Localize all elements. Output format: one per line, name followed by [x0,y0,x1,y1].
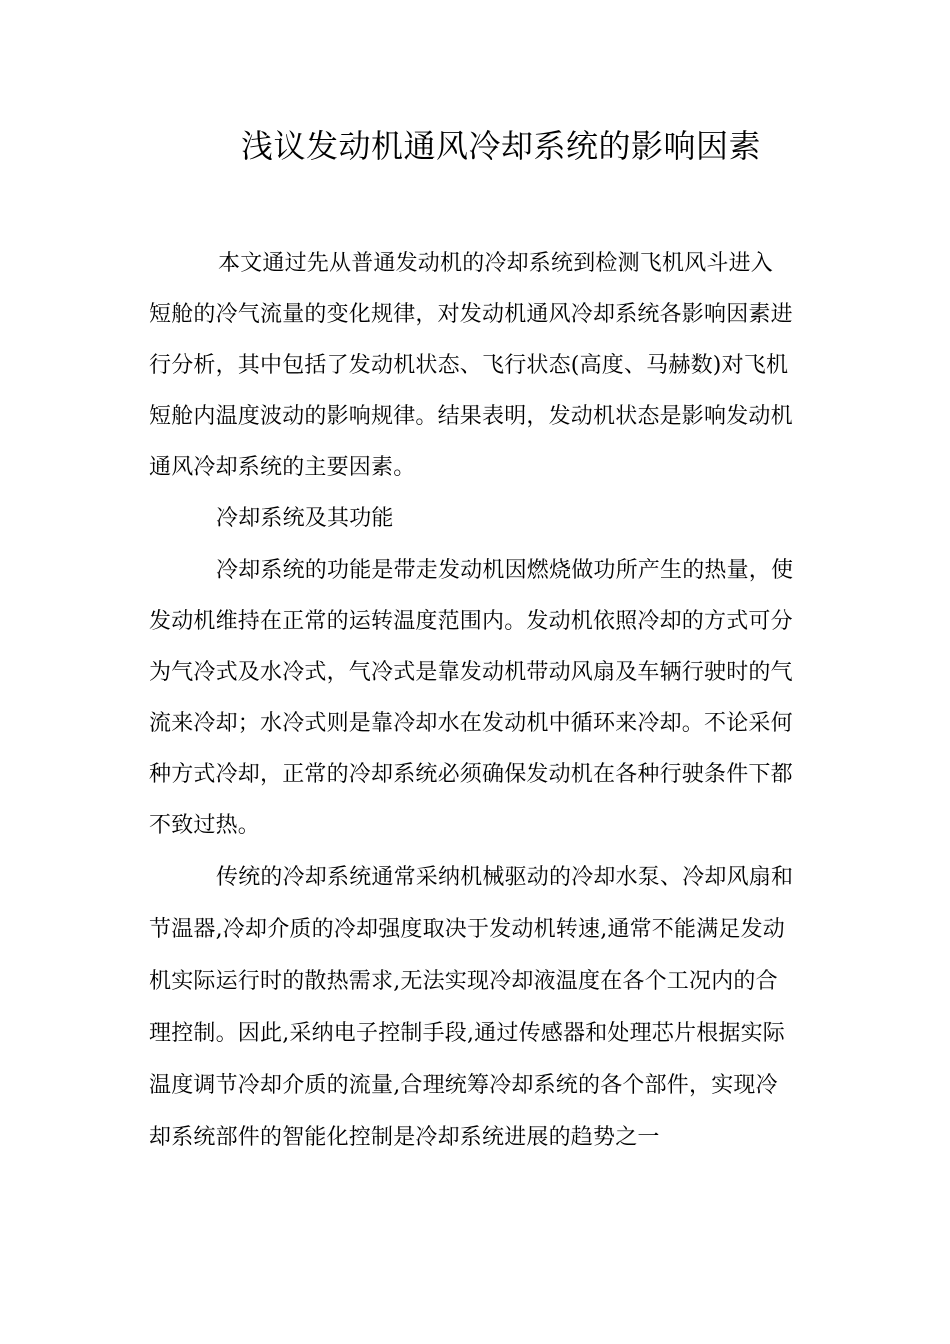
paragraph-line: 冷却系统的功能是带走发动机因燃烧做功所产生的热量，使 [216,558,794,583]
paragraph-line: 种方式冷却，正常的冷却系统必须确保发动机在各种行驶条件下都 [149,762,793,787]
section-heading: 冷却系统及其功能 [216,506,394,531]
document-title: 浅议发动机通风冷却系统的影响因素 [241,127,762,165]
paragraph-line: 行分析，其中包括了发动机状态、飞行状态(高度、马赫数)对飞机 [149,353,789,378]
paragraph-line: 流来冷却；水冷式则是靠冷却水在发动机中循环来冷却。不论采何 [149,711,793,736]
paragraph-line: 发动机维持在正常的运转温度范围内。发动机依照冷却的方式可分 [149,609,793,634]
paragraph-line: 节温器,冷却介质的冷却强度取决于发动机转速,通常不能满足发动 [149,917,785,942]
paragraph-line: 传统的冷却系统通常采纳机械驱动的冷却水泵、冷却风扇和 [216,865,794,890]
paragraph-line: 为气冷式及水冷式，气冷式是靠发动机带动风扇及车辆行驶时的气 [149,660,793,685]
paragraph-line: 理控制。因此,采纳电子控制手段,通过传感器和处理芯片根据实际 [149,1021,785,1046]
paragraph-line: 本文通过先从普通发动机的冷却系统到检测飞机风斗进入 [218,251,774,276]
paragraph-line: 通风冷却系统的主要因素。 [149,455,416,480]
paragraph-line: 短舱内温度波动的影响规律。结果表明，发动机状态是影响发动机 [149,404,793,429]
paragraph-line: 温度调节冷却介质的流量,合理统筹冷却系统的各个部件，实现冷 [149,1073,778,1098]
paragraph-line: 机实际运行时的散热需求,无法实现冷却液温度在各个工况内的合 [149,969,778,994]
paragraph-line: 不致过热。 [149,813,261,838]
paragraph-line: 短舱的冷气流量的变化规律，对发动机通风冷却系统各影响因素进 [149,302,793,327]
paragraph-line: 却系统部件的智能化控制是冷却系统进展的趋势之一 [149,1125,660,1150]
